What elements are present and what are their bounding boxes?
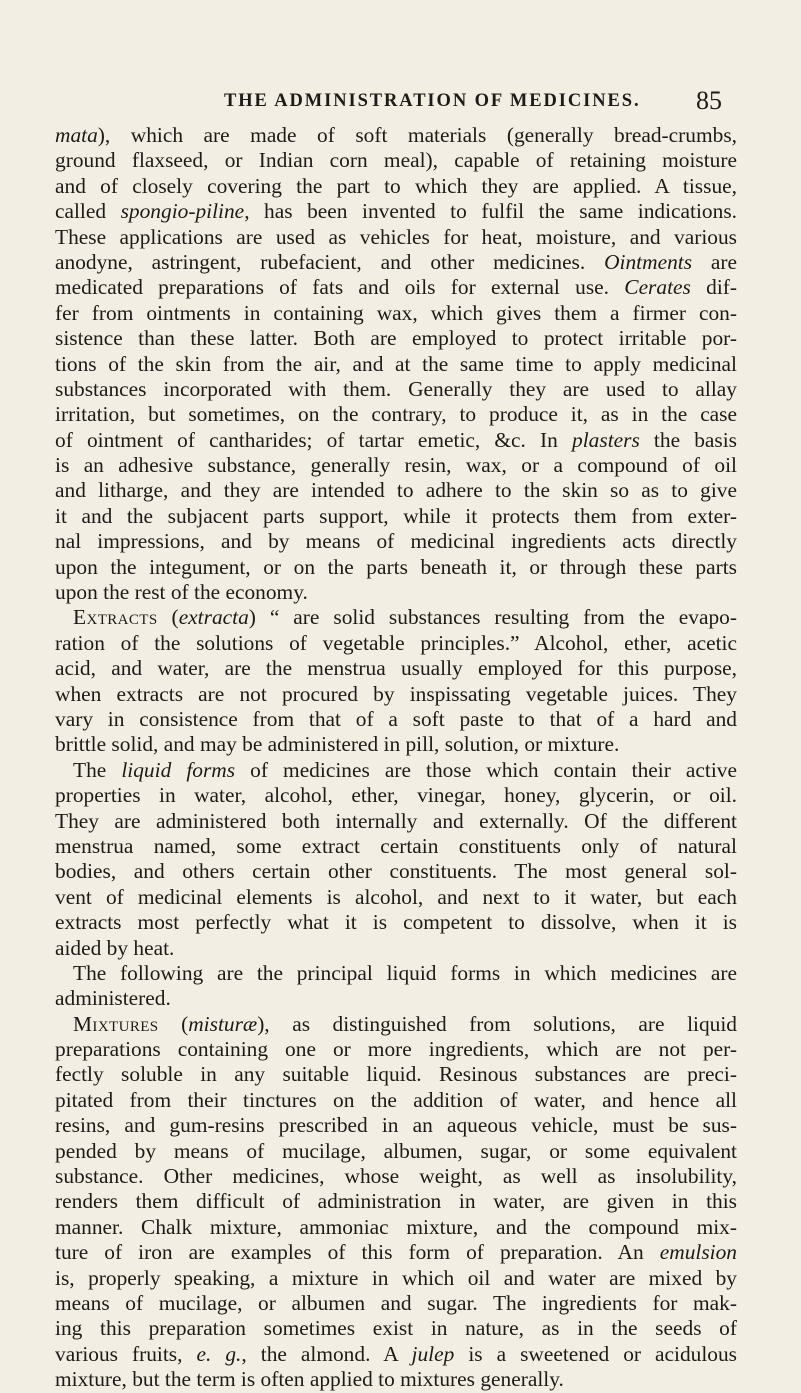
italic-term: julep: [411, 1341, 455, 1366]
text-line: [55, 352, 737, 377]
text-run: fer from ointments in containing wax, which gives them a firmer con-: [55, 300, 737, 325]
text-run: menstrua named, some extract certain constituents only of natural: [55, 833, 737, 858]
text-run: substances incorporated with them. Generally they are used to allay: [55, 376, 737, 401]
text-run: ration of the solutions of vegetable principles.” Alcohol, ether, acetic: [55, 630, 737, 655]
italic-term: extracta: [178, 605, 249, 630]
text-line: [55, 580, 737, 605]
italic-term: misturæ: [188, 1011, 258, 1036]
text-run: brittle solid, and may be administered in pill, solution, or mixture.: [55, 732, 620, 757]
text-line: [55, 1062, 737, 1087]
text-run: renders them difficult of administration in water, are given in this: [55, 1189, 737, 1214]
text-run: preparations containing one or more ingredients, which are not per-: [55, 1037, 737, 1062]
text-run: the basis: [639, 427, 738, 452]
text-line: [55, 1189, 737, 1214]
text-line: [55, 402, 737, 427]
small-caps-heading: Mixtures: [73, 1011, 159, 1036]
text-run: upon the integument, or on the parts beneath it, or through these parts: [55, 554, 737, 579]
text-run: vent of medicinal elements is alcohol, and next to it water, but each: [55, 884, 737, 909]
small-caps-heading: Extracts: [73, 605, 158, 630]
text-line: [55, 148, 737, 173]
text-line: [55, 250, 737, 275]
text-run: , the almond. A: [241, 1341, 412, 1366]
text-line: [55, 1291, 737, 1316]
text-line: [55, 1037, 737, 1062]
text-line: [55, 174, 737, 199]
running-title: THE ADMINISTRATION OF MEDICINES.: [224, 91, 641, 111]
text-line: [55, 656, 737, 681]
text-line: [55, 1316, 737, 1341]
text-run: vary in consistence from that of a soft paste to that of a hard and: [55, 706, 737, 731]
text-line: [55, 478, 737, 503]
text-run: mixture, but the term is often applied to mixtures generally.: [55, 1367, 564, 1392]
text-run: bodies, and others certain other constituents. The most general sol-: [55, 859, 737, 884]
text-run: upon the rest of the economy.: [55, 580, 308, 605]
text-line: [55, 1266, 737, 1291]
text-run: pitated from their tinctures on the addition of water, and hence all: [55, 1087, 737, 1112]
text-line: [55, 961, 737, 986]
text-line: [55, 910, 737, 935]
text-run: ture of iron are examples of this form of preparation. An: [55, 1240, 660, 1265]
text-run: nal impressions, and by means of medicinal ingredients acts directly: [55, 529, 737, 554]
text-run: of ointment of cantharides; of tartar emetic, &c. In: [55, 427, 573, 452]
text-line: [55, 936, 737, 961]
text-run: means of mucilage, or albumen and sugar. The ingredients for mak-: [55, 1290, 737, 1315]
text-line: [55, 1240, 737, 1265]
text-line: [55, 1139, 737, 1164]
text-line: [55, 225, 737, 250]
text-line: [55, 1215, 737, 1240]
italic-term: mata: [55, 123, 98, 147]
text-line: [55, 1342, 737, 1367]
text-run: extracts most perfectly what it is competent to dissolve, when it is: [55, 910, 737, 935]
text-line: [55, 631, 737, 656]
text-run: called: [55, 199, 121, 224]
text-line: [55, 123, 737, 148]
text-run: The following are the principal liquid forms in which medicines are: [73, 960, 737, 985]
text-line: [55, 783, 737, 808]
text-run: ing this preparation sometimes exist in nature, as in the seeds of: [55, 1316, 737, 1341]
text-run: ) “ are solid substances resulting from the evapo-: [248, 605, 737, 630]
text-line: [55, 885, 737, 910]
text-line: [55, 1088, 737, 1113]
text-line: [55, 504, 737, 529]
text-line: [55, 1113, 737, 1138]
italic-term: Cerates: [624, 275, 691, 300]
text-line: [55, 758, 737, 783]
text-line: [55, 834, 737, 859]
text-line: [55, 605, 737, 630]
text-line: [55, 326, 737, 351]
text-run: medicated preparations of fats and oils for external use.: [55, 275, 625, 300]
text-run: sistence than these latter. Both are employed to protect irritable por-: [55, 326, 737, 351]
text-line: [55, 377, 737, 402]
page-number: 85: [696, 86, 722, 115]
text-run: and litharge, and they are intended to adhere to the skin so as to give: [55, 478, 737, 503]
text-run: The: [73, 757, 122, 782]
text-line: [55, 682, 737, 707]
text-line: [55, 275, 737, 300]
text-run: dif-: [690, 275, 738, 300]
italic-term: plasters: [572, 427, 640, 452]
text-run: irritation, but sometimes, on the contrary, to produce it, as in the case: [55, 402, 737, 427]
text-run: anodyne, astringent, rubefacient, and other medicines.: [55, 249, 605, 274]
text-run: ), which are made of soft materials (generally bread-crumbs,: [97, 123, 737, 147]
text-run: is an adhesive substance, generally resin, wax, or a compound of oil: [55, 453, 737, 478]
text-run: manner. Chalk mixture, ammoniac mixture, and the compound mix-: [55, 1214, 737, 1239]
text-run: administered.: [55, 986, 171, 1011]
body-text: [55, 123, 737, 1393]
text-run: These applications are used as vehicles for heat, moisture, and various: [55, 224, 737, 249]
text-run: They are administered both internally and externally. Of the different: [55, 808, 737, 833]
text-run: substance. Other medicines, whose weight, as well as insolubility,: [55, 1164, 737, 1189]
text-run: when extracts are not procured by inspissating vegetable juices. They: [55, 681, 737, 706]
text-run: pended by means of mucilage, albumen, sugar, or some equivalent: [55, 1138, 737, 1163]
text-run: , has been invented to fulfil the same indications.: [244, 199, 737, 224]
text-run: (: [157, 605, 179, 630]
text-line: [55, 428, 737, 453]
italic-term: Ointments: [604, 249, 693, 274]
text-run: of medicines are those which contain their active: [235, 757, 737, 782]
text-line: [55, 809, 737, 834]
text-line: [55, 529, 737, 554]
text-run: ground flaxseed, or Indian corn meal), capable of retaining moisture: [55, 148, 737, 173]
text-line: [55, 1164, 737, 1189]
text-run: resins, and gum-resins prescribed in an aqueous vehicle, must be sus-: [55, 1113, 737, 1138]
text-run: is, properly speaking, a mixture in which oil and water are mixed by: [55, 1265, 737, 1290]
text-line: [55, 1012, 737, 1037]
text-run: is a sweetened or acidulous: [454, 1341, 738, 1366]
text-run: acid, and water, are the menstrua usually employed for this purpose,: [55, 656, 737, 681]
italic-term: emulsion: [659, 1240, 737, 1265]
text-line: [55, 199, 737, 224]
text-line: [55, 986, 737, 1011]
text-run: and of closely covering the part to which they are applied. A tissue,: [55, 173, 737, 198]
text-run: it and the subjacent parts support, while it protects them from exter-: [55, 503, 737, 528]
text-run: properties in water, alcohol, ether, vinegar, honey, glycerin, or oil.: [55, 783, 737, 808]
text-line: [55, 707, 737, 732]
text-run: aided by heat.: [55, 935, 175, 960]
text-run: various fruits,: [55, 1341, 197, 1366]
text-run: are: [692, 249, 737, 274]
text-line: [55, 301, 737, 326]
text-run: tions of the skin from the air, and at the same time to apply medicinal: [55, 351, 737, 376]
text-line: [55, 555, 737, 580]
text-run: ), as distinguished from solutions, are liquid: [257, 1011, 737, 1036]
text-run: fectly soluble in any suitable liquid. Resinous substances are preci-: [55, 1062, 737, 1087]
text-run: (: [158, 1011, 189, 1036]
text-line: [55, 453, 737, 478]
italic-term: liquid forms: [121, 757, 236, 782]
running-head: [0, 83, 801, 113]
text-line: [55, 859, 737, 884]
text-line: [55, 732, 737, 757]
text-line: [55, 1367, 737, 1392]
italic-term: spongio-piline: [120, 199, 245, 224]
italic-term: e. g.: [196, 1341, 242, 1366]
